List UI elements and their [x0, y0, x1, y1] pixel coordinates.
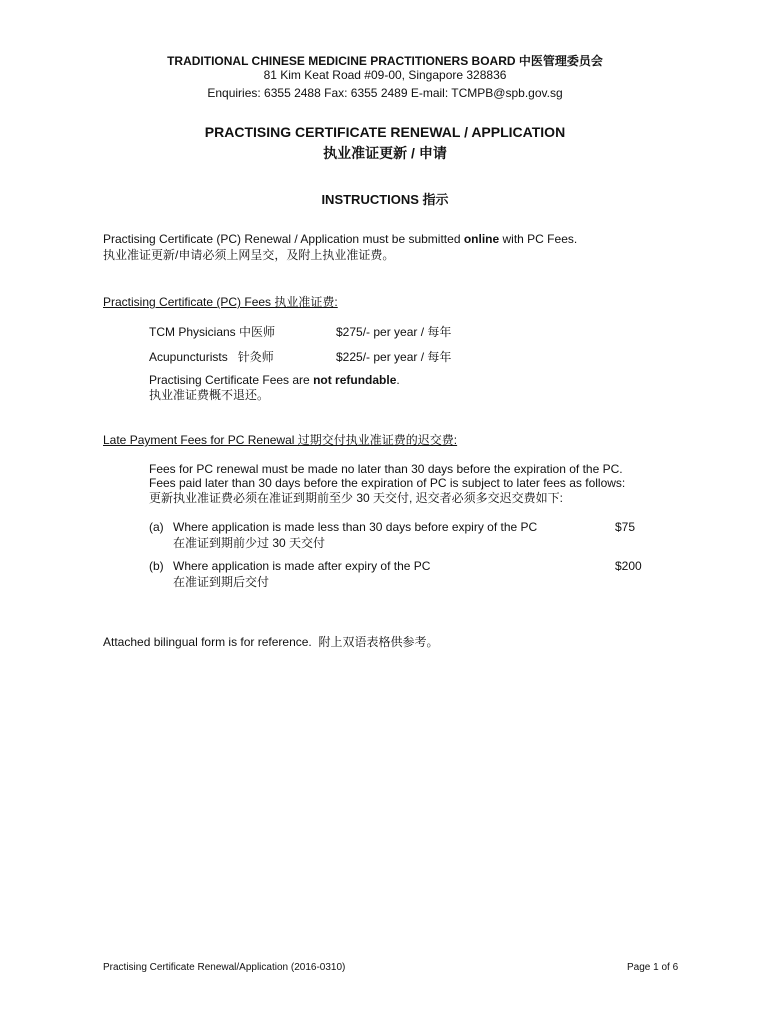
- late-item-a-marker: (a): [149, 520, 164, 534]
- fees-refund-note-zh: 执业准证费概不退还。: [149, 388, 270, 402]
- late-item-a-en: Where application is made less than 30 days before expiry of the PC: [173, 520, 538, 534]
- intro-en: [103, 232, 577, 247]
- footer-document-id: Practising Certificate Renewal/Application (2016-0310): [103, 962, 346, 973]
- late-line-2: Fees paid later than 30 days before the expiration of PC is subject to later fees as follows:: [149, 476, 626, 490]
- late-fees-heading: Late Payment Fees for PC Renewal 过期交付执业准证费的迟交费:: [103, 433, 458, 447]
- fee-label-physicians: TCM Physicians 中医师: [149, 325, 276, 339]
- fee-amount-acupuncturists: $225/- per year / 每年: [336, 350, 452, 364]
- late-line-1: Fees for PC renewal must be made no later than 30 days before the expiration of the PC.: [149, 462, 623, 476]
- attached-form-note: Attached bilingual form is for reference. 附上双语表格供参考。: [103, 635, 439, 649]
- late-item-b-en: Where application is made after expiry of the PC: [173, 559, 431, 573]
- intro-text-end: with PC Fees.: [499, 232, 578, 246]
- intro-online: online: [463, 232, 500, 246]
- late-item-b-marker: (b): [149, 559, 164, 573]
- late-item-b-fee: $200: [615, 559, 642, 573]
- fee-label-acupuncturists: Acupuncturists 针灸师: [149, 350, 274, 364]
- refund-note-bold: not refundable: [313, 373, 397, 387]
- fee-amount-physicians: $275/- per year / 每年: [336, 325, 452, 339]
- fees-heading: Practising Certificate (PC) Fees 执业准证费:: [103, 295, 338, 309]
- refund-note-end: .: [396, 373, 400, 387]
- late-item-b-zh: 在准证到期后交付: [173, 575, 270, 589]
- board-address: 81 Kim Keat Road #09-00, Singapore 328836: [263, 68, 507, 82]
- document-title-zh: 执业准证更新 / 申请: [323, 145, 447, 161]
- refund-note-text: Practising Certificate Fees are: [149, 373, 314, 387]
- intro-zh: 执业准证更新/申请必须上网呈交，及附上执业准证费。: [103, 248, 395, 262]
- board-contact: Enquiries: 6355 2488 Fax: 6355 2489 E-mail: TCMPB@spb.gov.sg: [207, 86, 563, 100]
- footer-page-number: Page 1 of 6: [627, 962, 679, 973]
- board-name: TRADITIONAL CHINESE MEDICINE PRACTITIONERS BOARD 中医管理委员会: [167, 54, 603, 68]
- instructions-heading: INSTRUCTIONS 指示: [321, 192, 449, 207]
- fees-refund-note: [149, 373, 400, 388]
- late-item-a-fee: $75: [615, 520, 636, 534]
- document-title-en: PRACTISING CERTIFICATE RENEWAL / APPLICATION: [204, 124, 566, 140]
- late-line-3-zh: 更新执业准证费必须在准证到期前至少 30 天交付, 迟交者必须多交迟交费如下:: [149, 491, 564, 505]
- late-item-a-zh: 在准证到期前少过 30 天交付: [173, 536, 326, 550]
- intro-text: Practising Certificate (PC) Renewal / Application must be submitted: [103, 232, 464, 246]
